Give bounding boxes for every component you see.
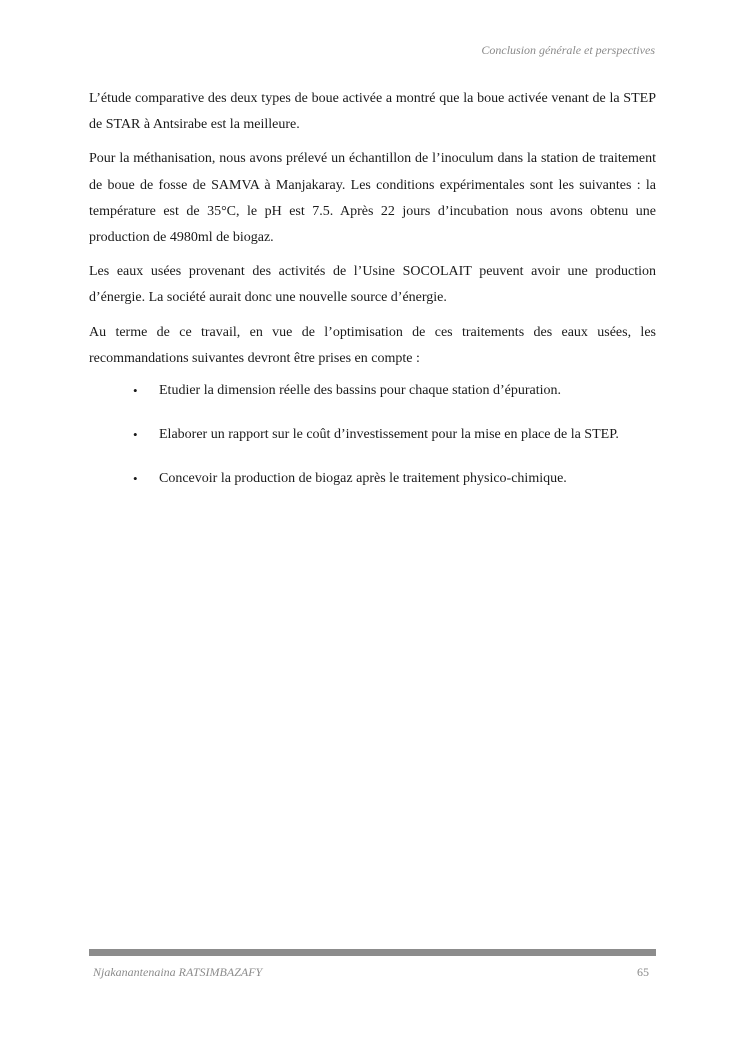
- paragraph-recommendations-intro: Au terme de ce travail, en vue de l’optimisation de ces traitements des eaux usées, les recommandations suivantes devront être prises en compte :: [89, 324, 656, 366]
- footer-rule: [89, 949, 656, 956]
- paragraph-socolait: Les eaux usées provenant des activités de l’Usine SOCOLAIT peuvent avoir une production d’énergie. La société aurait donc une nouvelle source d’énergie.: [89, 264, 656, 306]
- page-number: 65: [637, 965, 649, 979]
- paragraph-methanisation: Pour la méthanisation, nous avons prélevé un échantillon de l’inoculum dans la station de traitement de boue de fosse de SAMVA à Manjakaray. Les conditions expérimentales sont les suivantes : la température est de 35°C, le pH est 7.5. Après 22 jours d’incubation nous avons obtenu une production de 4980ml de biogaz.: [89, 151, 656, 246]
- recommendations-list: [89, 380, 656, 490]
- bullet-icon: •: [133, 471, 138, 487]
- list-item-text: Elaborer un rapport sur le coût d’investissement pour la mise en place de la STEP.: [159, 427, 619, 443]
- paragraph-comparative-study: L’étude comparative des deux types de boue activée a montré que la boue activée venant de la STEP de STAR à Antsirabe est la meilleure.: [89, 91, 656, 133]
- list-item: [89, 424, 656, 446]
- list-item: [89, 468, 656, 490]
- list-item-text: Concevoir la production de biogaz après le traitement physico-chimique.: [159, 471, 567, 487]
- bullet-icon: •: [133, 383, 138, 399]
- list-item: [89, 380, 656, 402]
- footer-author: Njakanantenaina RATSIMBAZAFY: [93, 965, 263, 979]
- bullet-icon: •: [133, 427, 138, 443]
- page-body: [89, 86, 656, 512]
- list-item-text: Etudier la dimension réelle des bassins pour chaque station d’épuration.: [159, 383, 562, 399]
- running-header: Conclusion générale et perspectives: [481, 43, 655, 57]
